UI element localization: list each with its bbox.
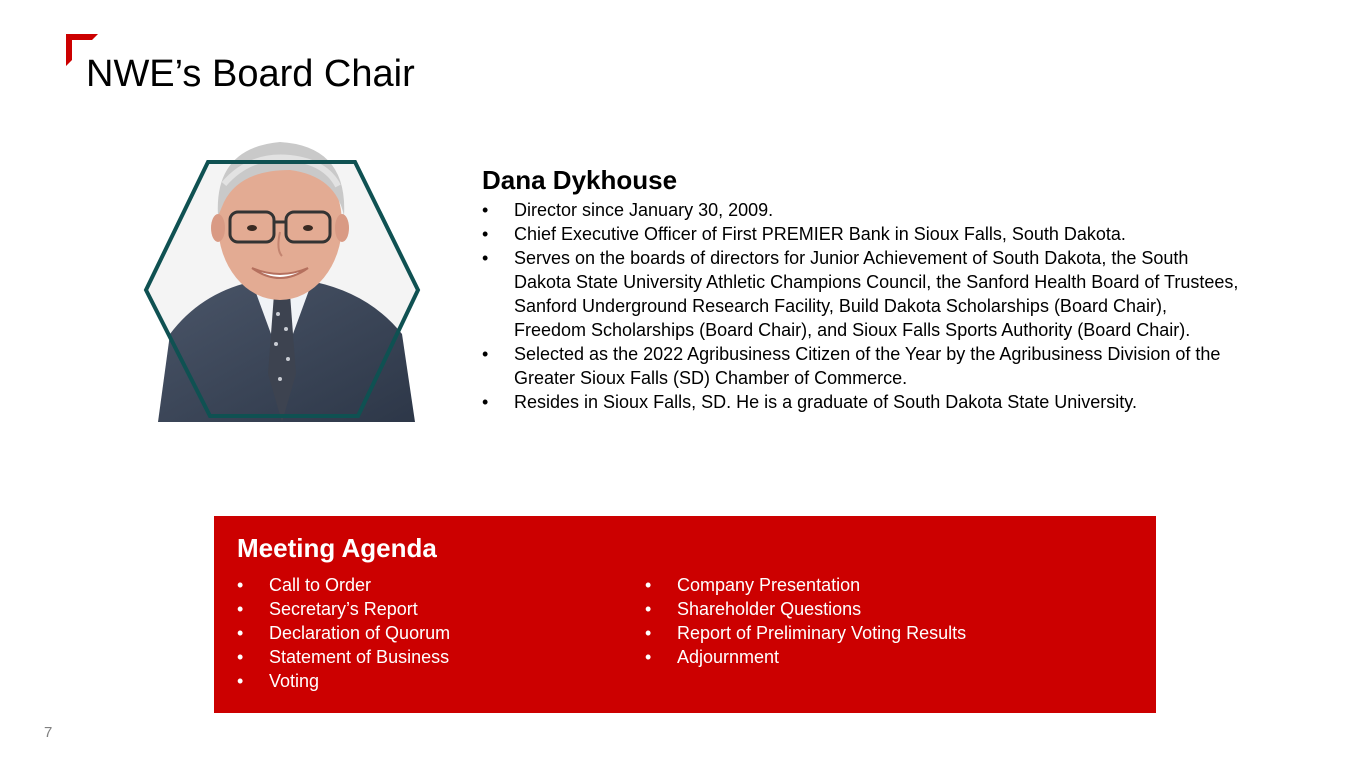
agenda-item: • Shareholder Questions	[645, 599, 862, 619]
bullet-dot-icon: •	[237, 671, 244, 691]
bullet-dot-icon: •	[482, 344, 489, 364]
bullet-dot-icon: •	[482, 392, 489, 412]
bio-section	[482, 164, 1242, 414]
agenda-list-left	[237, 573, 450, 693]
bio-item: • Serves on the boards of directors for Junior Achievement of South Dakota, the South Dakota State University Athletic Champions Council, the Sanford Health Board of Trustees, Sanford Underground Research Facility, Build Dakota Scholarships (Board Chair), Freedom Scholarships (Board Chair), and Sioux Falls Sports Authority (Board Chair).	[482, 248, 1239, 340]
agenda-item: • Adjournment	[645, 647, 780, 667]
agenda-item: • Secretary’s Report	[237, 599, 418, 619]
agenda-item: • Voting	[237, 671, 320, 691]
bullet-dot-icon: •	[645, 599, 652, 619]
agenda-list-right	[645, 573, 966, 669]
bullet-dot-icon: •	[237, 575, 244, 595]
bullet-dot-icon: •	[482, 248, 489, 268]
slide-title: NWE’s Board Chair	[86, 53, 415, 95]
agenda-item: • Call to Order	[237, 575, 372, 595]
bullet-dot-icon: •	[482, 200, 489, 220]
bio-item: • Resides in Sioux Falls, SD. He is a graduate of South Dakota State University.	[482, 392, 1137, 412]
portrait-photo	[140, 124, 425, 422]
page-number: 7	[44, 724, 53, 741]
bullet-dot-icon: •	[482, 224, 489, 244]
agenda-item: • Statement of Business	[237, 647, 450, 667]
bullet-dot-icon: •	[237, 623, 244, 643]
bullet-dot-icon: •	[237, 647, 244, 667]
agenda-item: • Report of Preliminary Voting Results	[645, 623, 967, 643]
bio-item: • Selected as the 2022 Agribusiness Citizen of the Year by the Agribusiness Division of the Greater Sioux Falls (SD) Chamber of Commerce.	[482, 344, 1221, 388]
agenda-item: • Company Presentation	[645, 575, 861, 595]
bio-item: • Chief Executive Officer of First PREMIER Bank in Sioux Falls, South Dakota.	[482, 224, 1126, 244]
bio-name: Dana Dykhouse	[482, 165, 678, 195]
bullet-dot-icon: •	[645, 575, 652, 595]
bullet-dot-icon: •	[645, 647, 652, 667]
bio-item: • Director since January 30, 2009.	[482, 200, 774, 220]
bio-list	[482, 198, 1242, 414]
bullet-dot-icon: •	[645, 623, 652, 643]
meeting-agenda-box	[214, 516, 1156, 713]
agenda-title: Meeting Agenda	[237, 533, 437, 563]
agenda-item: • Declaration of Quorum	[237, 623, 451, 643]
bullet-dot-icon: •	[237, 599, 244, 619]
